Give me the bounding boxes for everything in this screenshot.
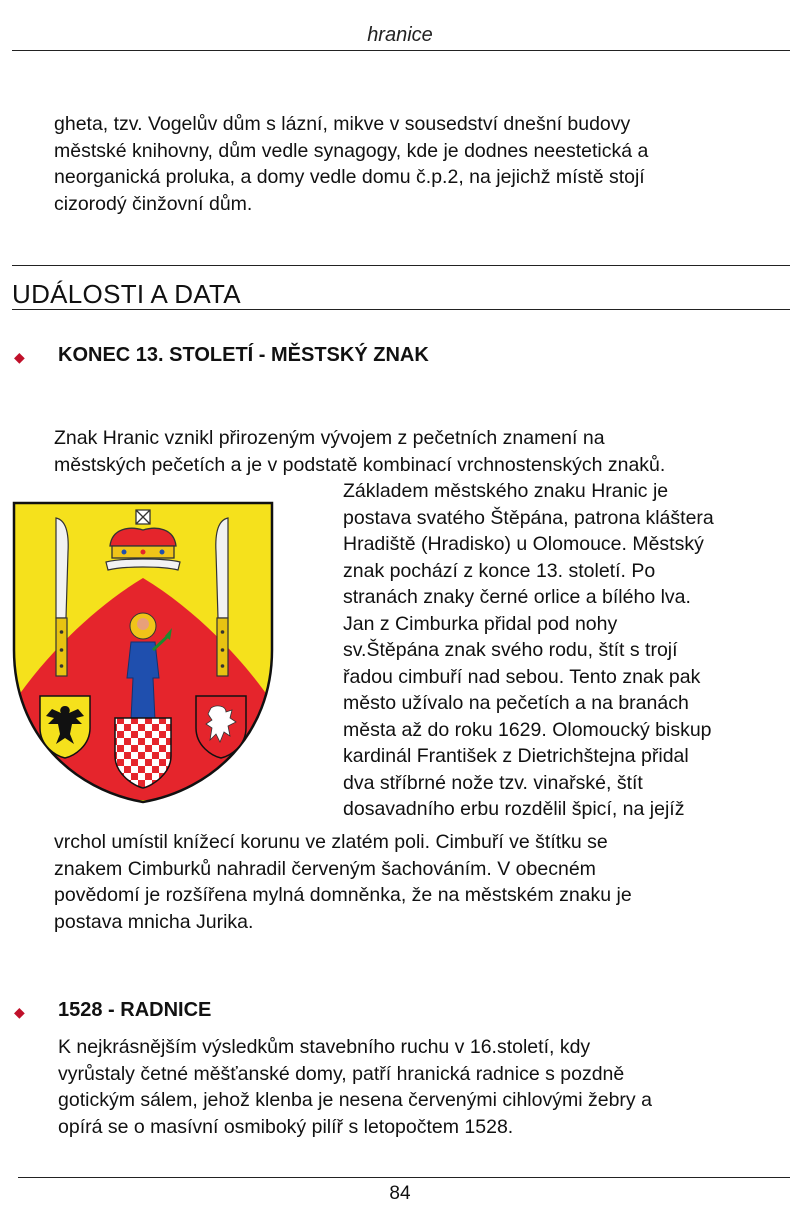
text-line: dva stříbrné nože tzv. vinařské, štít <box>343 771 643 794</box>
entry-heading: KONEC 13. STOLETÍ - MĚSTSKÝ ZNAK <box>58 344 429 366</box>
section-heading: UDÁLOSTI A DATA <box>12 279 241 309</box>
text-line: města až do roku 1629. Olomoucký biskup <box>343 718 712 741</box>
text-line: dosavadního erbu rozdělil špicí, na jejíž <box>343 798 685 820</box>
text-line: gotickým sálem, jehož klenba je nesena červenými cihlovými žebry a <box>58 1089 652 1111</box>
entry-paragraph-side <box>343 478 791 823</box>
entry-heading: 1528 - RADNICE <box>58 999 212 1021</box>
text-line: znakem Cimburků nahradil červeným šachováním. V obecném <box>54 857 596 880</box>
text-line: Znak Hranic vznikl přirozeným vývojem z pečetních znamení na <box>54 427 605 449</box>
intro-paragraph <box>54 111 791 217</box>
text-line: kardinál František z Dietrichštejna přidal <box>343 745 689 767</box>
text-line: vrchol umístil knížecí korunu ve zlatém poli. Cimbuří ve štítku se <box>54 831 608 853</box>
text-line: Jan z Cimburka přidal pod nohy <box>343 612 618 635</box>
text-line: stranách znaky černé orlice a bílého lva. <box>343 586 691 608</box>
text-line: znak pochází z konce 13. století. Po <box>343 559 656 582</box>
text-line: opírá se o masívní osmiboký pilíř s letopočtem 1528. <box>58 1115 514 1138</box>
header-rule <box>12 50 790 51</box>
text-line: městské knihovny, dům vedle synagogy, kde je dodnes neestetická a <box>54 139 649 162</box>
text-line: K nejkrásnějším výsledkům stavebního ruchu v 16.století, kdy <box>58 1036 591 1058</box>
text-line: vyrůstaly četné měšťanské domy, patří hranická radnice s pozdně <box>58 1062 625 1085</box>
text-line: řadou cimbuří nad sebou. Tento znak pak <box>343 665 701 688</box>
text-line: cizorodý činžovní dům. <box>54 192 253 215</box>
bullet-icon: ◆ <box>14 1004 25 1020</box>
footer-rule <box>18 1177 790 1178</box>
text-line: Hradiště (Hradisko) u Olomouce. Městský <box>343 533 704 555</box>
text-line: Základem městského znaku Hranic je <box>343 480 669 502</box>
entry-paragraph <box>58 1034 791 1140</box>
section-bottom-rule <box>12 309 790 310</box>
running-header: hranice <box>367 24 433 46</box>
coat-of-arms-image <box>12 500 274 805</box>
text-line: sv.Štěpána znak svého rodu, štít s trojí <box>343 639 678 661</box>
text-line: gheta, tzv. Vogelův dům s lázní, mikve v sousedství dnešní budovy <box>54 113 631 135</box>
text-line: postava svatého Štěpána, patrona kláštera <box>343 506 714 529</box>
page-number: 84 <box>389 1183 411 1204</box>
entry-paragraph-bottom <box>54 829 791 935</box>
left-knife-icon <box>56 518 68 676</box>
entry-paragraph-top <box>54 425 791 478</box>
section-top-rule <box>12 265 790 266</box>
right-knife-icon <box>216 518 228 676</box>
text-line: neorganická proluka, a domy vedle domu č.p.2, na jejichž místě stojí <box>54 166 645 188</box>
bullet-icon: ◆ <box>14 349 25 365</box>
text-line: povědomí je rozšířena mylná domněnka, že na městském znaku je <box>54 884 632 906</box>
text-line: město užívalo na pečetích a na branách <box>343 692 689 714</box>
text-line: městských pečetích a je v podstatě kombinací vrchnostenských znaků. <box>54 453 666 476</box>
text-line: postava mnicha Jurika. <box>54 910 254 933</box>
